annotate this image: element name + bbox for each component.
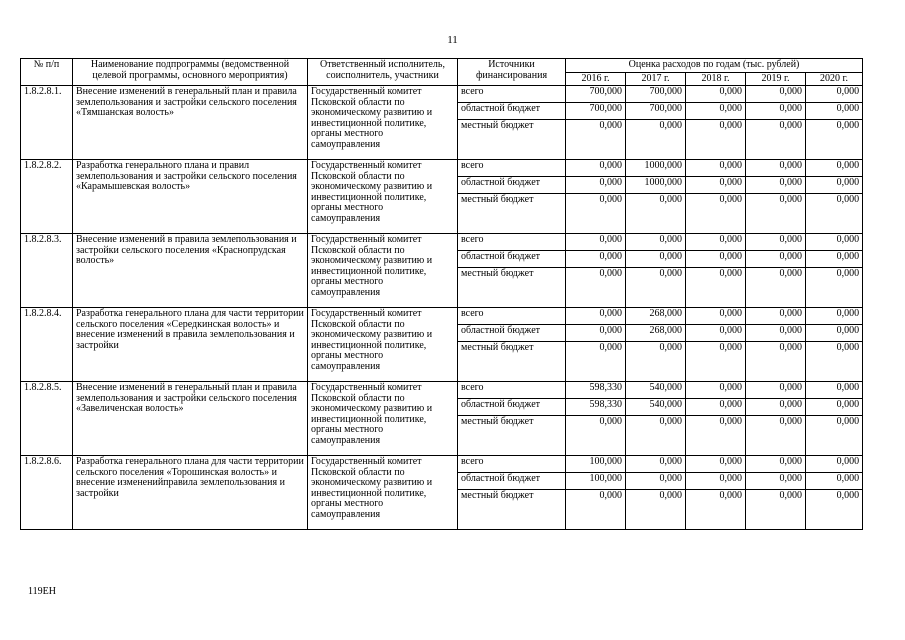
row-value: 0,000	[806, 177, 863, 194]
row-value: 0,000	[746, 177, 806, 194]
row-source: местный бюджет	[458, 120, 566, 160]
row-value: 0,000	[686, 308, 746, 325]
row-value: 0,000	[746, 399, 806, 416]
row-name: Разработка генерального плана для части территории сельского поселения «Середкинская волость» и внесение изменений в правила землепользования и застройки	[73, 308, 308, 382]
header-executor: Ответственный исполнитель, соисполнитель, участники	[308, 59, 458, 86]
row-value: 0,000	[806, 234, 863, 251]
row-value: 0,000	[806, 382, 863, 399]
row-value: 0,000	[806, 103, 863, 120]
row-value: 0,000	[746, 234, 806, 251]
row-value: 0,000	[686, 456, 746, 473]
row-executor: Государственный комитет Псковской области по экономическому развитию и инвестиционной политике, органы местного самоуправления	[308, 456, 458, 530]
row-value: 0,000	[686, 120, 746, 160]
row-value: 0,000	[686, 234, 746, 251]
row-value: 0,000	[686, 473, 746, 490]
table-row	[21, 456, 863, 473]
row-source: областной бюджет	[458, 325, 566, 342]
row-value: 100,000	[566, 456, 626, 473]
row-value: 0,000	[686, 86, 746, 103]
row-source: местный бюджет	[458, 268, 566, 308]
row-value: 598,330	[566, 399, 626, 416]
row-name: Внесение изменений в генеральный план и правила землепользования и застройки сельского поселения «Завеличенская волость»	[73, 382, 308, 456]
row-value: 0,000	[806, 268, 863, 308]
row-value: 0,000	[746, 251, 806, 268]
row-source: областной бюджет	[458, 473, 566, 490]
row-value: 540,000	[626, 382, 686, 399]
row-value: 0,000	[626, 416, 686, 456]
row-value: 700,000	[626, 86, 686, 103]
row-value: 0,000	[806, 160, 863, 177]
page-number: 11	[447, 34, 458, 46]
row-value: 0,000	[746, 325, 806, 342]
row-value: 0,000	[566, 120, 626, 160]
row-value: 0,000	[746, 308, 806, 325]
row-value: 540,000	[626, 399, 686, 416]
row-source: местный бюджет	[458, 194, 566, 234]
row-value: 700,000	[566, 86, 626, 103]
row-value: 0,000	[806, 86, 863, 103]
row-value: 0,000	[806, 120, 863, 160]
row-value: 700,000	[626, 103, 686, 120]
row-value: 0,000	[566, 308, 626, 325]
row-value: 700,000	[566, 103, 626, 120]
row-value: 0,000	[746, 456, 806, 473]
footer-code: 119ЕН	[28, 586, 56, 597]
row-value: 0,000	[746, 86, 806, 103]
row-value: 0,000	[566, 251, 626, 268]
row-value: 0,000	[746, 268, 806, 308]
row-value: 0,000	[566, 177, 626, 194]
row-code: 1.8.2.8.3.	[21, 234, 73, 308]
row-value: 0,000	[806, 194, 863, 234]
row-executor: Государственный комитет Псковской области по экономическому развитию и инвестиционной политике, органы местного самоуправления	[308, 160, 458, 234]
row-code: 1.8.2.8.5.	[21, 382, 73, 456]
row-value: 0,000	[806, 251, 863, 268]
budget-table	[20, 58, 863, 530]
row-source: областной бюджет	[458, 103, 566, 120]
row-value: 0,000	[686, 160, 746, 177]
row-value: 0,000	[566, 194, 626, 234]
row-value: 0,000	[746, 490, 806, 530]
header-sources: Источники финансирования	[458, 59, 566, 86]
row-code: 1.8.2.8.6.	[21, 456, 73, 530]
row-value: 0,000	[566, 160, 626, 177]
row-value: 0,000	[626, 268, 686, 308]
row-source: областной бюджет	[458, 251, 566, 268]
row-value: 0,000	[626, 251, 686, 268]
table-row	[21, 308, 863, 325]
row-value: 0,000	[746, 120, 806, 160]
row-value: 0,000	[686, 416, 746, 456]
table-row	[21, 86, 863, 103]
row-source: местный бюджет	[458, 416, 566, 456]
row-value: 0,000	[746, 416, 806, 456]
row-value: 0,000	[686, 177, 746, 194]
table-row	[21, 160, 863, 177]
row-value: 0,000	[566, 268, 626, 308]
row-value: 0,000	[746, 342, 806, 382]
row-source: всего	[458, 456, 566, 473]
row-executor: Государственный комитет Псковской области по экономическому развитию и инвестиционной политике, органы местного самоуправления	[308, 382, 458, 456]
row-value: 0,000	[806, 399, 863, 416]
row-value: 0,000	[746, 473, 806, 490]
row-source: областной бюджет	[458, 399, 566, 416]
table-row	[21, 382, 863, 399]
row-value: 0,000	[746, 160, 806, 177]
row-value: 0,000	[806, 308, 863, 325]
table-row	[21, 234, 863, 251]
row-value: 268,000	[626, 325, 686, 342]
row-value: 0,000	[626, 456, 686, 473]
row-value: 0,000	[746, 103, 806, 120]
row-value: 1000,000	[626, 160, 686, 177]
row-value: 0,000	[746, 382, 806, 399]
row-code: 1.8.2.8.1.	[21, 86, 73, 160]
row-source: местный бюджет	[458, 490, 566, 530]
row-value: 0,000	[566, 416, 626, 456]
row-source: всего	[458, 382, 566, 399]
row-executor: Государственный комитет Псковской области по экономическому развитию и инвестиционной политике, органы местного самоуправления	[308, 308, 458, 382]
header-year: 2019 г.	[746, 72, 806, 86]
header-year: 2016 г.	[566, 72, 626, 86]
row-value: 0,000	[626, 120, 686, 160]
row-name: Разработка генерального плана и правил землепользования и застройки сельского поселения «Карамышевская волость»	[73, 160, 308, 234]
header-num: № п/п	[21, 59, 73, 86]
row-value: 0,000	[626, 490, 686, 530]
row-value: 0,000	[686, 490, 746, 530]
row-value: 1000,000	[626, 177, 686, 194]
row-value: 0,000	[566, 234, 626, 251]
row-name: Внесение изменений в генеральный план и правила землепользования и застройки сельского поселения «Тямшанская волость»	[73, 86, 308, 160]
row-code: 1.8.2.8.4.	[21, 308, 73, 382]
row-source: всего	[458, 86, 566, 103]
row-value: 598,330	[566, 382, 626, 399]
row-value: 0,000	[686, 251, 746, 268]
header-year: 2020 г.	[806, 72, 863, 86]
row-executor: Государственный комитет Псковской области по экономическому развитию и инвестиционной политике, органы местного самоуправления	[308, 234, 458, 308]
row-value: 0,000	[806, 456, 863, 473]
row-value: 0,000	[626, 473, 686, 490]
row-value: 100,000	[566, 473, 626, 490]
row-value: 0,000	[746, 194, 806, 234]
header-name: Наименование подпрограммы (ведомственной целевой программы, основного мероприятия)	[73, 59, 308, 86]
header-estimate: Оценка расходов по годам (тыс. рублей)	[566, 59, 863, 73]
row-source: местный бюджет	[458, 342, 566, 382]
row-name: Разработка генерального плана для части территории сельского поселения «Торошинская волость» и внесение измененийправила землепользования и застройки	[73, 456, 308, 530]
row-value: 268,000	[626, 308, 686, 325]
row-source: всего	[458, 234, 566, 251]
row-value: 0,000	[566, 342, 626, 382]
row-source: всего	[458, 160, 566, 177]
row-value: 0,000	[626, 234, 686, 251]
row-value: 0,000	[686, 399, 746, 416]
row-value: 0,000	[626, 194, 686, 234]
row-value: 0,000	[686, 325, 746, 342]
row-value: 0,000	[806, 325, 863, 342]
row-value: 0,000	[806, 490, 863, 530]
row-executor: Государственный комитет Псковской области по экономическому развитию и инвестиционной политике, органы местного самоуправления	[308, 86, 458, 160]
row-value: 0,000	[686, 342, 746, 382]
row-value: 0,000	[806, 473, 863, 490]
header-year: 2018 г.	[686, 72, 746, 86]
row-value: 0,000	[686, 382, 746, 399]
row-value: 0,000	[806, 342, 863, 382]
header-year: 2017 г.	[626, 72, 686, 86]
row-value: 0,000	[686, 194, 746, 234]
row-value: 0,000	[566, 325, 626, 342]
row-value: 0,000	[626, 342, 686, 382]
row-source: областной бюджет	[458, 177, 566, 194]
row-value: 0,000	[686, 268, 746, 308]
row-value: 0,000	[686, 103, 746, 120]
row-code: 1.8.2.8.2.	[21, 160, 73, 234]
row-name: Внесение изменений в правила землепользования и застройки сельского поселения «Краснопрудская волость»	[73, 234, 308, 308]
row-source: всего	[458, 308, 566, 325]
row-value: 0,000	[566, 490, 626, 530]
table-body	[21, 86, 863, 530]
row-value: 0,000	[806, 416, 863, 456]
